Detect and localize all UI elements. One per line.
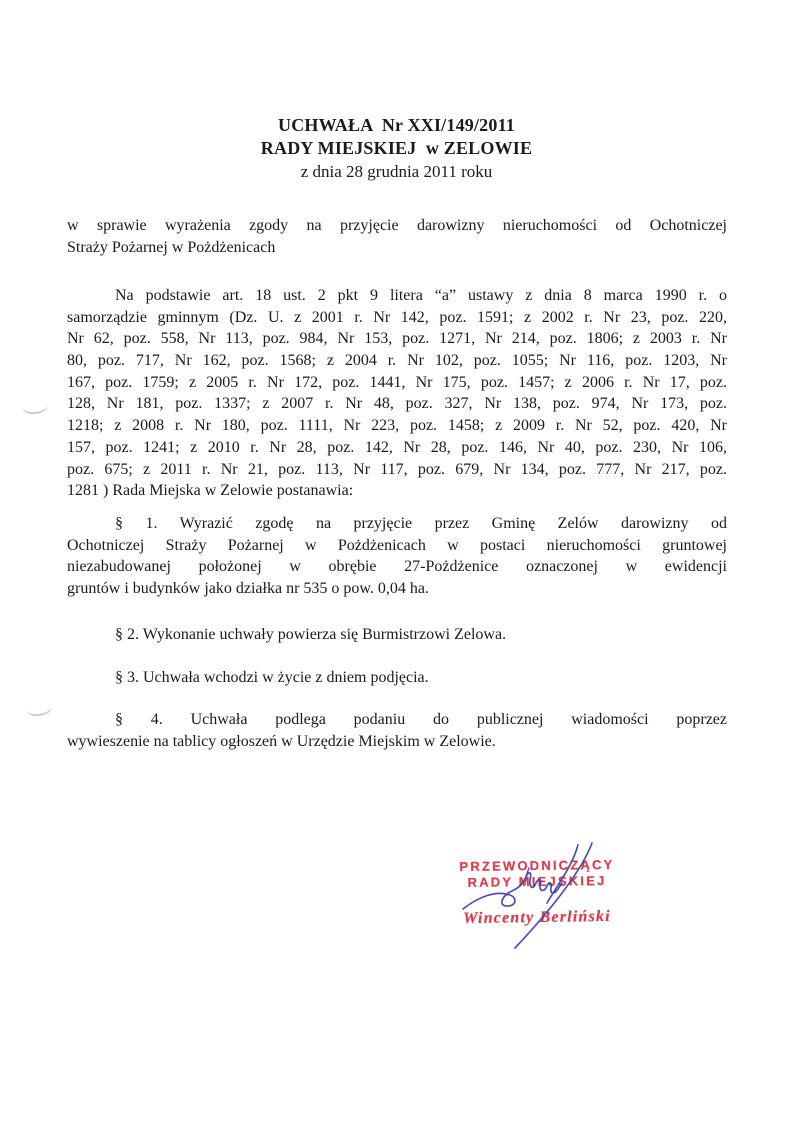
resolution-number: UCHWAŁA Nr XXI/149/2011 <box>278 115 515 135</box>
signer-name-stamp: Wincenty Berliński <box>463 907 611 928</box>
text-line: wywieszenie na tablicy ogłoszeń w Urzędzie Miejskim w Zelowie. <box>67 732 496 750</box>
handwritten-signature-ink <box>430 835 644 960</box>
chairman-stamp-title: PRZEWODNICZĄCY <box>459 856 615 875</box>
title-block <box>0 114 793 183</box>
resolution-date: z dnia 28 grudnia 2011 roku <box>300 162 493 181</box>
text-line: 1281 ) Rada Miejska w Zelowie postanawia: <box>67 482 354 500</box>
section-1-paragraph <box>67 513 727 600</box>
scan-artifact-arc <box>25 698 53 717</box>
text-line: § 1. Wyrazić zgodę na przyjęcie przez Gminę Zelów darowizny od <box>115 515 727 532</box>
text-line: Na podstawie art. 18 ust. 2 pkt 9 litera “a” ustawy z dnia 8 marca 1990 r. o <box>115 287 727 304</box>
text-line: Nr 62, poz. 558, Nr 113, poz. 984, Nr 153, poz. 1271, Nr 214, poz. 1806; z 2003 r. Nr <box>67 330 727 348</box>
section-3-paragraph <box>67 667 727 689</box>
signature-block <box>430 835 644 960</box>
text-line: w sprawie wyrażenia zgody na przyjęcie darowizny nieruchomości od Ochotniczej <box>67 217 727 234</box>
text-line: 80, poz. 717, Nr 162, poz. 1568; z 2004 r. Nr 102, poz. 1055; Nr 116, poz. 1203, Nr <box>67 352 727 370</box>
text-line: § 4. Uchwała podlega podaniu do publicznej wiadomości poprzez <box>115 711 727 728</box>
section-2-paragraph <box>67 624 727 646</box>
legal-basis-paragraph <box>67 285 727 502</box>
text-line: 157, poz. 1241; z 2010 r. Nr 28, poz. 142, Nr 28, poz. 146, Nr 40, poz. 230, Nr 106, <box>67 438 727 456</box>
text-line: 1218; z 2008 r. Nr 180, poz. 1111, Nr 223, poz. 1458; z 2009 r. Nr 52, poz. 420, Nr <box>67 417 727 435</box>
text-line: samorządzie gminnym (Dz. U. z 2001 r. Nr 142, poz. 1591; z 2002 r. Nr 23, poz. 220, <box>67 308 727 326</box>
section-4-paragraph <box>67 709 727 752</box>
text-line: gruntów i budynków jako działka nr 535 o pow. 0,04 ha. <box>67 580 430 598</box>
text-line: § 2. Wykonanie uchwały powierza się Burmistrzowi Zelowa. <box>115 626 507 643</box>
text-line: niezabudowanej położonej w obrębie 27-Pożdżenice oznaczonej w ewidencji <box>67 558 727 576</box>
text-line: Straży Pożarnej w Pożdżenicach <box>67 238 276 256</box>
text-line: 167, poz. 1759; z 2005 r. Nr 172, poz. 1441, Nr 175, poz. 1457; z 2006 r. Nr 17, poz. <box>67 373 727 391</box>
text-line: poz. 675; z 2011 r. Nr 21, poz. 113, Nr 117, poz. 679, Nr 134, poz. 777, Nr 217, poz. <box>67 460 727 478</box>
chairman-stamp-council: RADY MIEJSKIEJ <box>467 873 607 890</box>
text-line: Ochotniczej Straży Pożarnej w Pożdżenicach w postaci nieruchomości gruntowej <box>67 536 727 554</box>
text-line: 128, Nr 181, poz. 1337; z 2007 r. Nr 48, poz. 327, Nr 138, poz. 974, Nr 173, poz. <box>67 395 727 413</box>
subject-paragraph <box>67 215 727 258</box>
council-name: RADY MIEJSKIEJ w ZELOWIE <box>260 138 533 158</box>
scan-artifact-arc <box>21 397 49 416</box>
text-line: § 3. Uchwała wchodzi w życie z dniem podjęcia. <box>115 669 429 686</box>
